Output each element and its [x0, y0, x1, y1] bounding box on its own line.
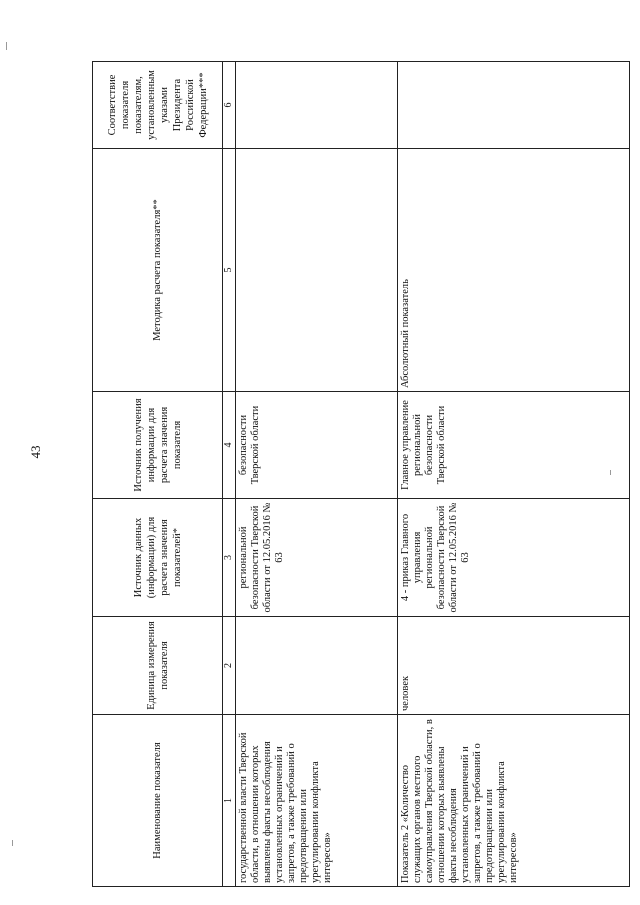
compliance-cell [398, 62, 630, 149]
data-source-cell: 4 - приказ Главного управления региональной безопасности Тверской области от 12.05.2016 № 63 [398, 499, 630, 617]
data-source-cell: региональной безопасности Тверской области от 12.05.2016 № 63 [236, 499, 398, 617]
table-row [398, 62, 630, 887]
column-number: 1 [223, 715, 236, 887]
unit-cell: человек [398, 617, 630, 715]
header-unit: Единица измерения показателя [93, 617, 223, 715]
methodology-cell [236, 149, 398, 392]
rotated-table-wrapper [92, 62, 630, 887]
header-row [93, 62, 223, 887]
header-data-source: Источник данных (информации) для расчета значения показателей* [93, 499, 223, 617]
compliance-cell [236, 62, 398, 149]
indicators-table [92, 61, 630, 887]
page-number: 43 [28, 445, 43, 459]
table-row [236, 62, 398, 887]
header-info-source: Источник получения информации для расчета значения показателя [93, 392, 223, 499]
info-source-cell: безопасности Тверской области [236, 392, 398, 499]
methodology-cell: Абсолютный показатель [398, 149, 630, 392]
column-number-row [223, 62, 236, 887]
info-source-cell: Главное управление региональной безопасности Тверской области [398, 392, 630, 499]
column-number: 6 [223, 62, 236, 149]
scan-mark [12, 840, 13, 846]
column-number: 5 [223, 149, 236, 392]
scan-mark [6, 42, 7, 50]
header-indicator-name: Наименование показателя [93, 715, 223, 887]
column-number: 3 [223, 499, 236, 617]
column-number: 2 [223, 617, 236, 715]
unit-cell [236, 617, 398, 715]
indicator-name-cell: государственной власти Тверской области, в отношении которых выявлены факты несоблюдения установленных ограничений и запретов, а также требований о предотвращении или урегулировании конфликта интересов» [236, 715, 398, 887]
indicator-name-cell: Показатель 2 «Количество служащих органов местного самоуправления Тверской области, в отношении которых выявлены факты несоблюдения установленных ограничений и запретов, а также требований о предотвращении или урегулировании конфликта интересов» [398, 715, 630, 887]
column-number: 4 [223, 392, 236, 499]
header-compliance: Соответствие показателя показателям, установленным указами Президента Российской Федерации*** [93, 62, 223, 149]
header-methodology: Методика расчета показателя** [93, 149, 223, 392]
